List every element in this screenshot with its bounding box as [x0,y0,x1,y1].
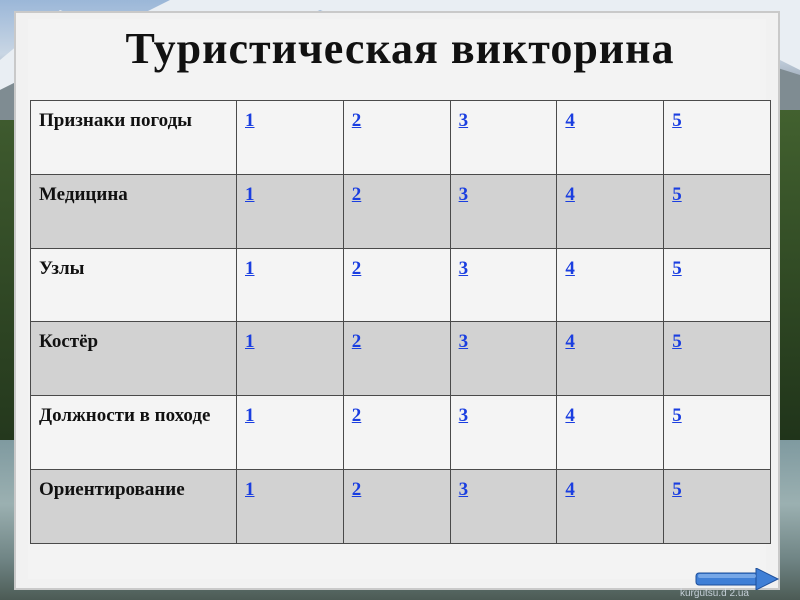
question-cell [664,322,771,396]
question-cell [557,248,664,322]
question-link[interactable]: 5 [672,110,682,131]
quiz-table [30,100,771,544]
question-link[interactable]: 1 [245,479,255,501]
question-cell [664,470,771,544]
question-link[interactable]: 3 [458,110,469,131]
question-cell [237,322,344,396]
question-cell [237,174,344,248]
question-link[interactable]: 1 [245,183,255,205]
question-link[interactable]: 3 [458,479,469,501]
question-link[interactable]: 5 [672,183,682,205]
watermark: kurgutsu.d 2.ua [680,588,749,599]
question-link[interactable]: 2 [351,257,362,279]
table-row [31,396,771,470]
question-cell [237,470,344,544]
category-cell: Ориентирование [31,470,237,544]
question-link[interactable]: 2 [351,479,362,501]
question-link[interactable]: 4 [565,183,575,205]
question-cell [557,322,664,396]
question-link[interactable]: 4 [565,479,575,501]
question-cell [237,396,344,470]
question-cell [664,101,771,175]
question-link[interactable]: 2 [351,183,362,205]
arrow-right-icon [696,568,778,590]
question-link[interactable]: 3 [458,183,469,205]
category-cell: Узлы [31,248,237,322]
question-cell [450,470,557,544]
category-cell: Должности в походе [31,396,237,470]
question-cell [664,248,771,322]
question-cell [237,101,344,175]
question-link[interactable]: 2 [351,405,362,427]
question-link[interactable]: 1 [245,405,255,427]
question-cell [664,396,771,470]
question-cell [343,322,450,396]
question-link[interactable]: 5 [672,331,682,353]
question-link[interactable]: 2 [351,331,362,353]
question-cell [557,101,664,175]
question-cell [343,174,450,248]
question-cell [343,470,450,544]
question-link[interactable]: 1 [245,110,255,131]
category-cell: Костёр [31,322,237,396]
question-link[interactable]: 3 [458,331,469,353]
question-cell [557,470,664,544]
question-cell [450,396,557,470]
table-row [31,470,771,544]
question-cell [664,174,771,248]
category-cell: Медицина [31,174,237,248]
category-cell: Признаки погоды [31,101,237,175]
question-link[interactable]: 4 [565,405,575,427]
page-title: Туристическая викторина [125,24,675,73]
question-link[interactable]: 5 [672,257,682,279]
question-link[interactable]: 4 [565,257,575,279]
question-cell [237,248,344,322]
question-link[interactable]: 1 [245,331,255,353]
table-row [31,101,771,175]
next-slide-button[interactable] [694,568,780,590]
table-row [31,248,771,322]
table-row [31,322,771,396]
question-cell [557,396,664,470]
table-row [31,174,771,248]
question-cell [450,174,557,248]
question-cell [343,396,450,470]
question-cell [450,248,557,322]
question-link[interactable]: 1 [245,257,255,279]
question-link[interactable]: 3 [458,405,469,427]
question-cell [450,101,557,175]
question-cell [343,248,450,322]
question-link[interactable]: 3 [458,257,469,279]
question-link[interactable]: 2 [351,110,362,131]
question-link[interactable]: 4 [565,331,575,353]
question-link[interactable]: 5 [672,479,682,501]
question-cell [450,322,557,396]
question-cell [343,101,450,175]
question-cell [557,174,664,248]
question-link[interactable]: 4 [565,110,575,131]
question-link[interactable]: 5 [672,405,682,427]
